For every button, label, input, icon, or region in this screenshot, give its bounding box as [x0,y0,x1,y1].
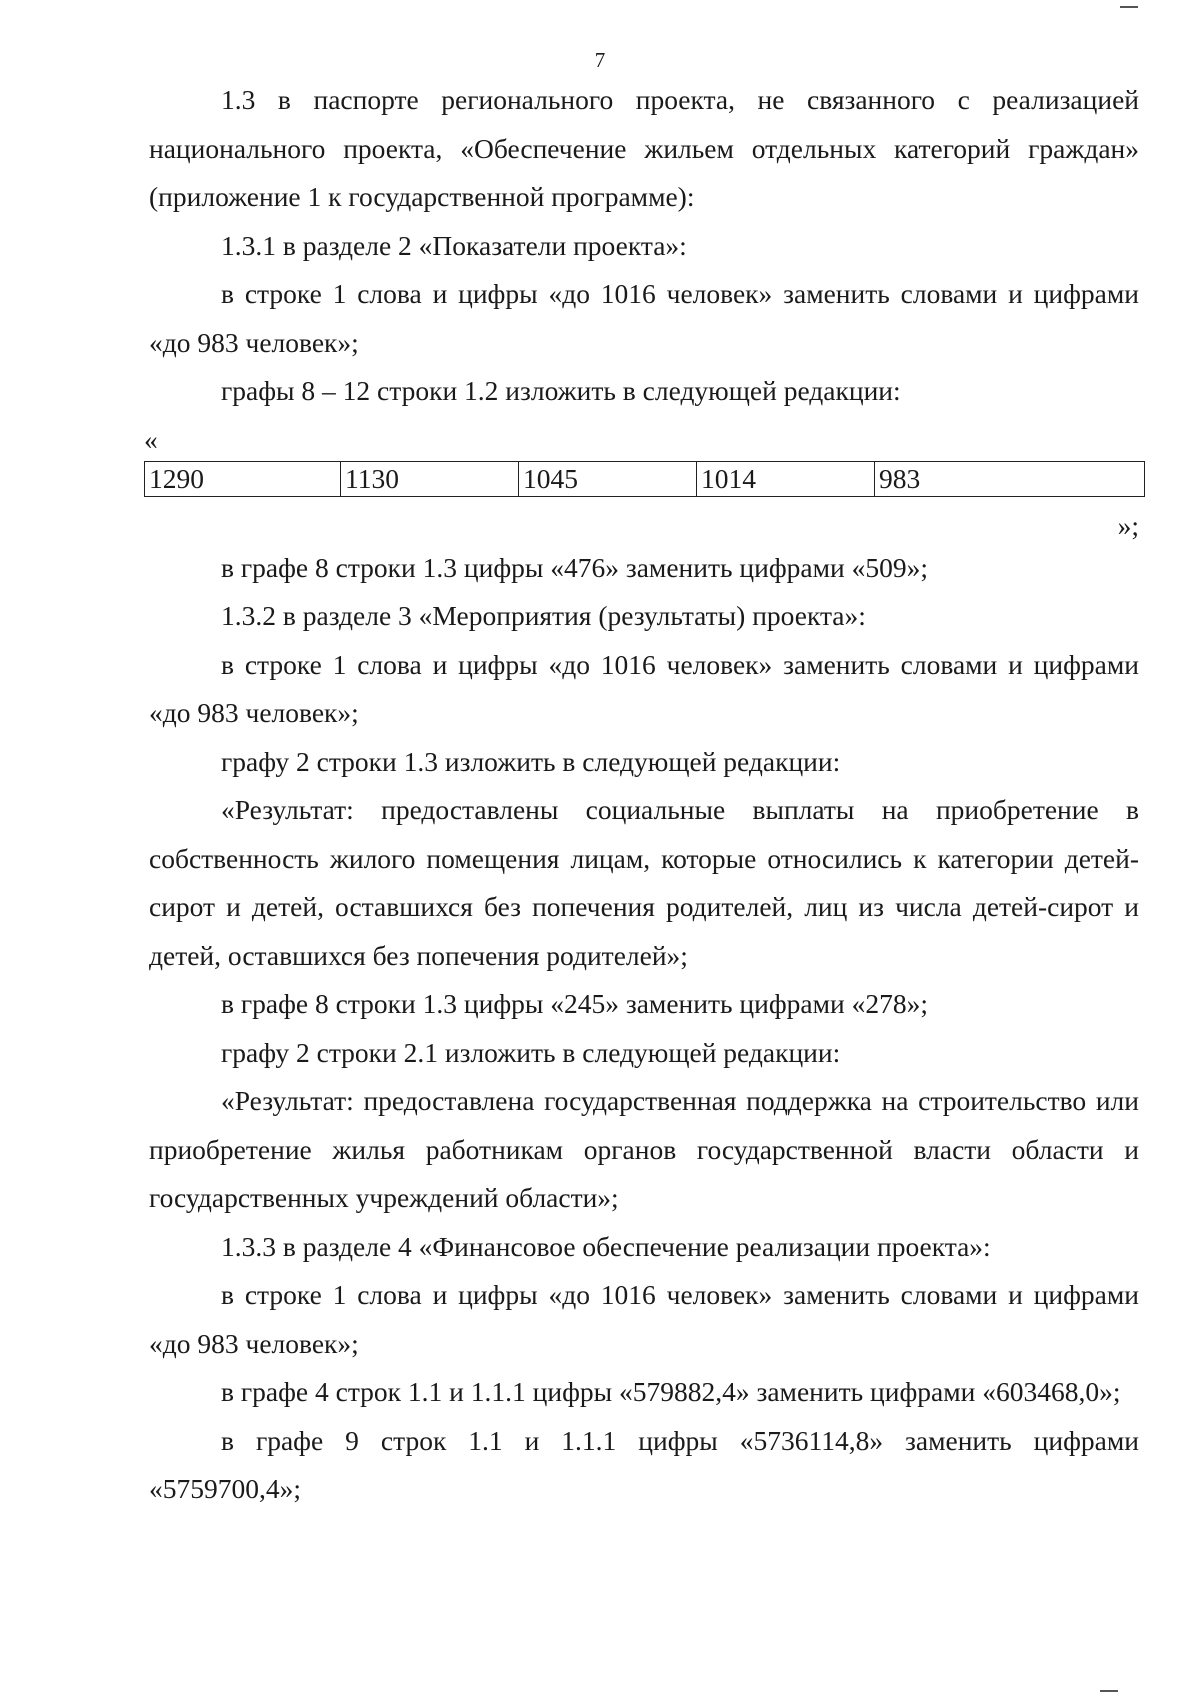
paragraph: графу 2 строки 2.1 изложить в следующей редакции: [221,1036,841,1068]
replacement-table-block [144,416,1139,544]
paragraph: «Результат: предоставлены социальные выплаты на приобретение в собственность жилого помещения лицам, которые относились к категории детей-сирот и детей, оставшихся без попечения родителей, лиц из числа детей-сирот и детей, оставшихся без попечения родителей»; [149,794,1139,971]
table-cell: 983 [875,461,1145,496]
corner-mark-top [1120,6,1138,8]
corner-mark-bottom [1100,1690,1118,1692]
table-row [145,461,1145,496]
document-body [144,76,1139,1514]
paragraph: в строке 1 слова и цифры «до 1016 человек» заменить словами и цифрами «до 983 человек»; [149,648,1139,728]
paragraph: в графе 9 строк 1.1 и 1.1.1 цифры «5736114,8» заменить цифрами «5759700,4»; [149,1424,1139,1504]
paragraph: в графе 8 строки 1.3 цифры «476» заменить цифрами «509»; [221,551,928,583]
table-close-quote: »; [1117,509,1139,541]
table-cell: 1130 [341,461,519,496]
paragraph: в строке 1 слова и цифры «до 1016 человек» заменить словами и цифрами «до 983 человек»; [149,1279,1139,1359]
paragraph: графы 8 – 12 строки 1.2 изложить в следующей редакции: [221,375,901,406]
paragraph: 1.3.3 в разделе 4 «Финансовое обеспечение реализации проекта»: [221,1230,991,1262]
table-cell: 1014 [697,461,875,496]
paragraph: 1.3 в паспорте регионального проекта, не связанного с реализацией национального проекта, «Обеспечение жильем отдельных категорий граждан» (приложение 1 к государственной программе): [149,84,1139,212]
table-cell: 1045 [519,461,697,496]
paragraph: в графе 4 строк 1.1 и 1.1.1 цифры «579882,4» заменить цифрами «603468,0»; [221,1376,1121,1407]
paragraph: в строке 1 слова и цифры «до 1016 человек» заменить словами и цифрами «до 983 человек»; [149,278,1139,358]
page-number: 7 [594,48,606,72]
paragraph: 1.3.1 в разделе 2 «Показатели проекта»: [221,229,687,261]
paragraph: 1.3.2 в разделе 3 «Мероприятия (результаты) проекта»: [221,600,866,631]
replacement-table [144,461,1145,497]
paragraph: «Результат: предоставлена государственная поддержка на строительство или приобретение жилья работникам органов государственной власти области и государственных учреждений области»; [149,1085,1139,1213]
paragraph: в графе 8 строки 1.3 цифры «245» заменить цифрами «278»; [221,988,928,1019]
table-open-quote: « [144,423,158,455]
paragraph: графу 2 строки 1.3 изложить в следующей редакции: [221,745,841,777]
table-cell: 1290 [145,461,341,496]
